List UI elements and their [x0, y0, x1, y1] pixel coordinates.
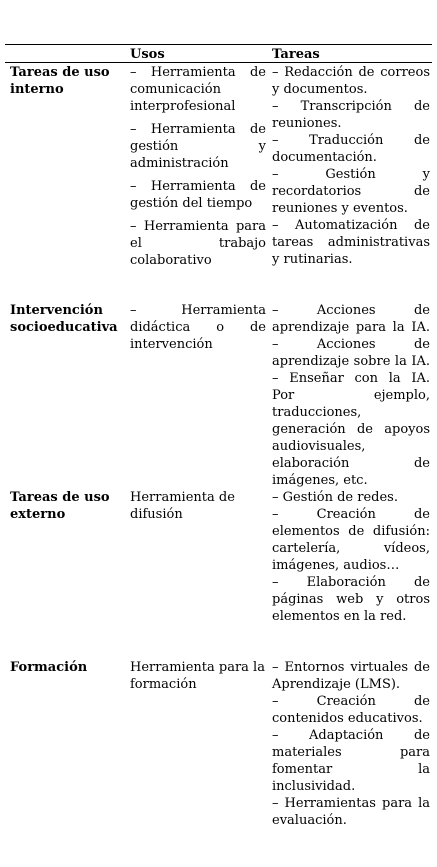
use-item: – Herramienta de gestión del tiempo — [130, 179, 266, 211]
use-item: Herramienta de difusión — [130, 490, 235, 522]
header-rule — [5, 62, 432, 63]
row-category: Intervención socioeducativa — [10, 303, 118, 335]
header-uses: Usos — [130, 47, 165, 62]
task-item: – Automatización de tareas administrativas y rutinarias. — [272, 218, 430, 267]
row-uses — [130, 659, 266, 699]
task-item: – Gestión y recordatorios de reuniones y eventos. — [272, 167, 430, 216]
task-item: – Traducción de documentación. — [272, 133, 430, 165]
task-item: – Transcripción de reuniones. — [272, 99, 430, 131]
task-item: – Creación de elementos de difusión: cartelería, vídeos, imágenes, audios… — [272, 507, 430, 573]
row-uses — [130, 64, 266, 275]
task-item: – Herramientas para la evaluación. — [272, 796, 430, 828]
row-category: Tareas de uso externo — [10, 490, 110, 522]
use-item: Herramienta para la formación — [130, 660, 265, 692]
use-item: – Herramienta didáctica o de intervención — [130, 303, 266, 352]
task-item: – Creación de contenidos educativos. — [272, 694, 430, 726]
use-item: – Herramienta para el trabajo colaborativo — [130, 219, 266, 268]
use-item: – Herramienta de gestión y administración — [130, 122, 266, 171]
task-item: – Elaboración de páginas web y otros elementos en la red. — [272, 575, 430, 624]
use-item: – Herramienta de comunicación interprofesional — [130, 65, 266, 114]
row-uses — [130, 489, 266, 529]
row-tasks — [272, 302, 430, 489]
table-top-rule — [5, 44, 432, 45]
row-tasks — [272, 659, 430, 829]
row-category: Formación — [10, 660, 88, 675]
task-item: – Acciones de aprendizaje para la IA. – Acciones de aprendizaje sobre la IA. – Enseñar con la IA. Por ejemplo, traducciones, generación de apoyos audiovisuales, elaboración de imágenes, etc. — [272, 303, 430, 488]
row-tasks — [272, 489, 430, 625]
task-item: – Entornos virtuales de Aprendizaje (LMS). — [272, 660, 430, 692]
task-item: – Gestión de redes. — [272, 490, 398, 505]
task-item: – Adaptación de materiales para fomentar la inclusividad. — [272, 728, 430, 794]
task-item: – Redacción de correos y documentos. — [272, 65, 430, 97]
row-tasks — [272, 64, 430, 268]
row-uses — [130, 302, 266, 359]
header-tasks: Tareas — [272, 47, 320, 62]
row-category: Tareas de uso interno — [10, 65, 110, 97]
